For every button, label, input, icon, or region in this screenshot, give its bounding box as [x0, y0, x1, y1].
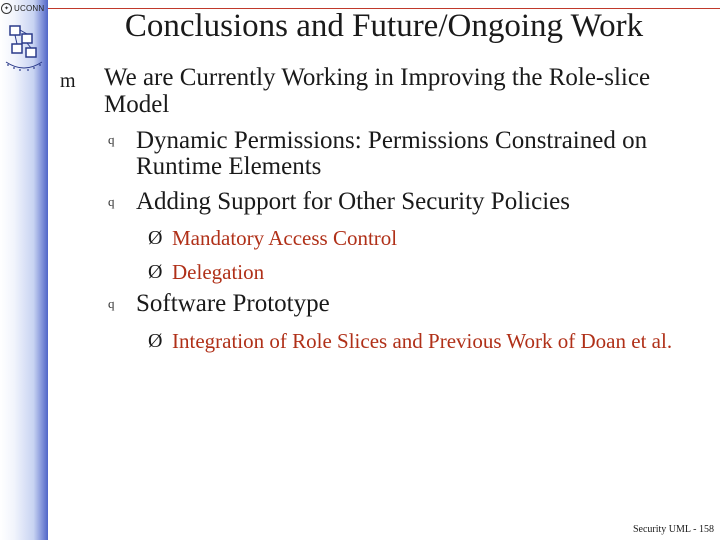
- policy-delegation: Delegation: [172, 260, 265, 284]
- slide-footer: Security UML - 158: [632, 524, 714, 535]
- arrow-bullet-icon: Ø: [148, 261, 163, 283]
- arrow-bullet-icon: Ø: [148, 330, 163, 352]
- slide-title: Conclusions and Future/Ongoing Work: [124, 8, 644, 44]
- left-sidebar: [0, 0, 48, 540]
- policy-mandatory-access-control: Mandatory Access Control: [172, 226, 398, 250]
- sub-bullet-icon: q: [108, 132, 115, 147]
- sub-item-dynamic-permissions: Dynamic Permissions: Permissions Constrained on Runtime Elements: [136, 127, 648, 180]
- uconn-logo-text: UCONN: [14, 3, 45, 13]
- seal-icon: ✦: [1, 3, 12, 14]
- sub-bullet-icon: q: [108, 194, 115, 209]
- uconn-logo: [1, 1, 44, 15]
- network-logo-icon: [2, 18, 46, 76]
- prototype-integration-item: Integration of Role Slices and Previous Work of Doan et al.: [172, 329, 673, 353]
- sub-item-software-prototype: Software Prototype: [136, 290, 330, 317]
- main-bullet-icon: m: [60, 70, 76, 92]
- main-bullet-text: We are Currently Working in Improving the Role-slice Model: [104, 64, 651, 118]
- sub-bullet-icon: q: [108, 296, 115, 311]
- arrow-bullet-icon: Ø: [148, 227, 163, 249]
- sub-item-security-policies: Adding Support for Other Security Policies: [136, 188, 570, 215]
